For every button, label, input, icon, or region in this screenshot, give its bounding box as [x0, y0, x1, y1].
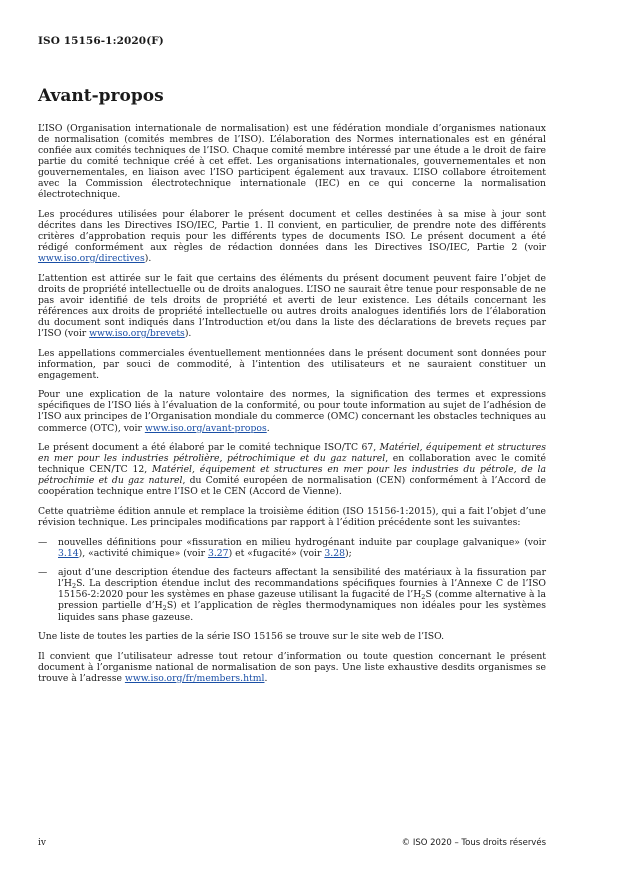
- clause-3-14-link[interactable]: 3.14: [58, 547, 79, 559]
- dash-marker: —: [38, 536, 48, 548]
- list-item: [38, 567, 546, 622]
- committee-text-b: , en collaboration avec le comité technique CEN/TC 12,: [38, 453, 547, 476]
- document-id-header: ISO 15156-1:2020(F): [38, 35, 164, 47]
- committee-text-c: , du Comité européen de normalisation (CEN) conformément à l’Accord de coopération technique entre l’ISO et le CEN (Accord de Vienne).: [38, 475, 546, 498]
- clause-3-27-link[interactable]: 3.27: [207, 547, 229, 559]
- paragraph-procedures-end: ).: [144, 253, 152, 265]
- subscript-2: 2: [71, 582, 77, 591]
- paragraph-series-list: Une liste de toutes les parties de la série ISO 15156 se trouve sur le site web de l’ISO.: [38, 631, 445, 643]
- paragraph-feedback-end: .: [264, 672, 268, 684]
- copyright-notice: © ISO 2020 – Tous droits réservés: [401, 838, 546, 848]
- list-item1-text-c: ) et «fugacité» (voir: [228, 547, 325, 559]
- list-item2-text-d: S) et l’application de règles thermodynamiques non idéales pour les systèmes liquides sans phase gazeuse.: [58, 600, 546, 623]
- foreword-link[interactable]: www.iso.org/avant-propos: [144, 422, 267, 434]
- list-item-text: [58, 567, 546, 622]
- clause-3-28-link[interactable]: 3.28: [324, 547, 345, 559]
- paragraph-voluntary-text: Pour une explication de la nature volontaire des normes, la signification des termes et expressions spécifiques de l’ISO liés à l’évaluation de la conformité, ou pour toute information au sujet de l’adhésion de l’ISO aux principes de l’Organisation mondiale du commerce (OMC) concernant les obstacles techniques au commerce (OTC), voir: [38, 389, 546, 434]
- committee-text-a: Le présent document a été élaboré par le comité technique ISO/TC 67,: [38, 442, 380, 454]
- committee-tc12-title: Matériel, équipement et structures en mer pour les industries du pétrole, de la pétrochimie et du gaz naturel: [38, 464, 546, 487]
- directives-link[interactable]: www.iso.org/directives: [38, 253, 145, 265]
- foreword-body: [38, 123, 546, 693]
- list-item: [38, 537, 546, 559]
- page-title: Avant-propos: [38, 86, 164, 106]
- page-number: iv: [38, 838, 46, 848]
- subscript-2: 2: [421, 593, 426, 602]
- subscript-2: 2: [162, 604, 167, 613]
- list-item2-text-b: S. La description étendue inclut des recommandations spécifiques fournies à l’Annexe C de l’ISO 15156-2:2020 pour les systèmes en phase gazeuse utilisant la fugacité de l’H: [58, 578, 546, 601]
- paragraph-feedback-text: Il convient que l’utilisateur adresse tout retour d’information ou toute question concernant le présent document à l’organisme national de normalisation de son pays. Une liste exhaustive desdits organismes se trouve à l’adresse: [38, 650, 546, 684]
- list-item1-text-a: nouvelles définitions pour «fissuration en milieu hydrogénant induite par couplage galvanique» (voir: [58, 536, 546, 548]
- paragraph-iso-intro: L’ISO (Organisation internationale de normalisation) est une fédération mondiale d’organismes nationaux de normalisation (comités membres de l’ISO). L’élaboration des Normes internationales est en général confiée aux comités techniques de l’ISO. Chaque comité membre intéressé par une étude a le droit de faire partie du comité technique créé à cet effet. Les organisations internationales, gouvernementales et non gouvernementales, en liaison avec l’ISO participent également aux travaux. L’ISO collabore étroitement avec la Commission électrotechnique internationale (IEC) en ce qui concerne la normalisation électrotechnique.: [38, 123, 546, 201]
- paragraph-procedures-text: Les procédures utilisées pour élaborer le présent document et celles destinées à sa mise à jour sont décrites dans les Directives ISO/IEC, Partie 1. Il convient, en particulier, de prendre note des différents critères d’approbation requis pour les différents types de documents ISO. Le présent document a été rédigé conformément aux règles de rédaction données dans les Directives ISO/IEC, Partie 2 (voir: [38, 208, 546, 254]
- dash-marker: —: [38, 567, 48, 579]
- paragraph-committee: [38, 442, 546, 497]
- patents-link[interactable]: www.iso.org/brevets: [89, 327, 185, 339]
- paragraph-procedures: [38, 209, 546, 264]
- list-item2-text-a: ajout d’une description étendue des facteurs affectant la sensibilité des matériaux à la fissuration par l’H: [58, 567, 546, 590]
- paragraph-patents-text: L’attention est attirée sur le fait que certains des éléments du présent document peuvent faire l’objet de droits de propriété intellectuelle ou de droits analogues. L’ISO ne saurait être tenue pour responsable de ne pas avoir identifié de tels droits de propriété et averti de leur existence. Les détails concernant les références aux droits de propriété intellectuelle ou autres droits analogues identifiés lors de l’élaboration du document sont indiqués dans l’Introduction et/ou dans la liste des déclarations de brevets reçues par l’ISO (voir: [38, 272, 546, 339]
- paragraph-patents: [38, 273, 546, 339]
- list-item-text: [58, 537, 546, 559]
- paragraph-patents-end: ).: [184, 327, 192, 339]
- paragraph-voluntary-end: .: [266, 422, 270, 434]
- list-item1-text-d: );: [344, 547, 352, 559]
- paragraph-voluntary-nature: [38, 389, 546, 433]
- members-link[interactable]: www.iso.org/fr/members.html: [124, 672, 265, 684]
- committee-tc67-title: Matériel, équipement et structures en mer pour les industries pétrolière, pétrochimique et du gaz naturel: [38, 442, 546, 465]
- paragraph-edition: Cette quatrième édition annule et remplace la troisième édition (ISO 15156-1:2015), qui a fait l’objet d’une révision technique. Les principales modifications par rapport à l’édition précédente sont les suivantes:: [38, 505, 546, 529]
- list-item1-text-b: ), «activité chimique» (voir: [78, 547, 208, 559]
- paragraph-trade-names: Les appellations commerciales éventuellement mentionnées dans le présent document sont données pour information, par souci de commodité, à l’intention des utilisateurs et ne sauraient constituer un engagement.: [38, 347, 546, 381]
- list-item2-text-c: S (comme alternative à la pression partielle d’H: [58, 589, 546, 612]
- paragraph-feedback: [38, 651, 546, 684]
